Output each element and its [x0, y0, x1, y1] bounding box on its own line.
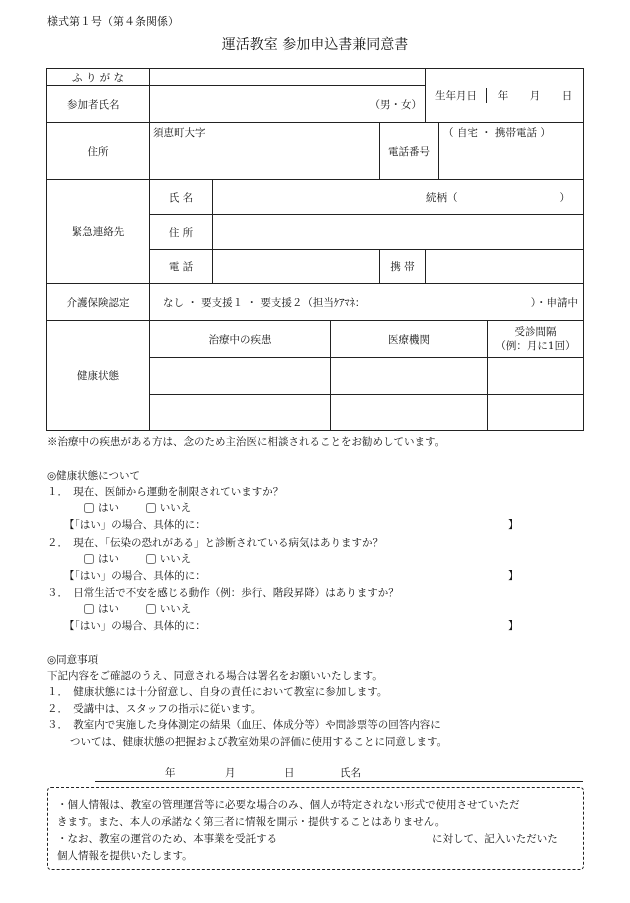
- consent-intro: 下記内容をご確認のうえ、同意される場合は署名をお願いいたします。: [47, 670, 383, 682]
- gender-choice[interactable]: （男・女）: [369, 98, 422, 111]
- col-hospital-header: 医療機関: [331, 321, 488, 358]
- privacy-line-3: ・なお、教室の運営のため、本事業を受託する: [57, 833, 278, 845]
- doctor-note: ※治療中の疾患がある方は、念のため主治医に相談されることをお勧めしています。: [47, 436, 446, 448]
- participant-name-label: 参加者氏名: [47, 86, 150, 123]
- question-2: ２． 現在、「伝染の恐れがある」と診断されている病気はありますか？: [47, 537, 383, 549]
- care-options-text: なし ・ 要支援１ ・ 要支援２（担当ｹｱﾏﾈ：: [163, 296, 366, 309]
- q1-options: [84, 500, 191, 515]
- phone-field[interactable]: [439, 123, 583, 179]
- q3-no-checkbox[interactable]: [146, 604, 156, 614]
- q1-detail-close: 】: [508, 519, 519, 531]
- q2-yes: はい: [98, 553, 119, 565]
- privacy-line-2: きます。また、本人の承諾なく第三者に情報を開示・提供することはありません。: [57, 816, 446, 828]
- interval-field-2[interactable]: [488, 395, 584, 431]
- emergency-address-field[interactable]: [213, 215, 584, 250]
- privacy-line-4: 個人情報を提供いたします。: [57, 850, 193, 862]
- consent-item-3-cont: ついては、健康状態の把握および教室効果の評価に使用することに同意します。: [70, 736, 448, 748]
- q3-no: いいえ: [159, 603, 192, 615]
- emergency-mobile-field[interactable]: [426, 250, 584, 284]
- q2-no-checkbox[interactable]: [146, 554, 156, 564]
- furigana-field[interactable]: [150, 69, 426, 86]
- q3-detail: 【「はい」の場合、具体的に：: [64, 620, 206, 632]
- health-heading: ◎健康状態について: [47, 470, 140, 482]
- health-status-label: 健康状態: [47, 321, 150, 431]
- privacy-line-3b: に対して、記入いただいた: [432, 833, 558, 845]
- q2-detail-close: 】: [508, 570, 519, 582]
- consent-item-3: ３． 教室内で実施した身体測定の結果（血圧、体成分等）や問診票等の回答内容に: [47, 719, 441, 731]
- sign-name-label: 氏名: [340, 767, 361, 779]
- sign-day: 日: [284, 767, 295, 779]
- phone-label: 電話番号: [380, 123, 439, 179]
- birth-year: 年: [497, 90, 509, 102]
- application-table: [46, 68, 584, 431]
- birth-day: 日: [561, 90, 573, 102]
- emergency-contact-label: 緊急連絡先: [47, 180, 150, 284]
- q1-yes: はい: [98, 502, 119, 514]
- relation-label: 続柄（: [426, 191, 458, 204]
- address-label: 住所: [47, 123, 150, 180]
- q1-no-checkbox[interactable]: [146, 503, 156, 513]
- consent-heading: ◎同意事項: [47, 654, 99, 666]
- emergency-phone-label: 電 話: [150, 250, 213, 284]
- consent-item-1: １． 健康状態には十分留意し、自身の責任において教室に参加します。: [47, 686, 388, 698]
- sign-year: 年: [165, 767, 176, 779]
- address-field[interactable]: [150, 123, 380, 180]
- disease-field-1[interactable]: [150, 358, 331, 395]
- q2-yes-checkbox[interactable]: [84, 554, 94, 564]
- sign-month: 月: [225, 767, 236, 779]
- q1-yes-checkbox[interactable]: [84, 503, 94, 513]
- participant-name-field[interactable]: [150, 86, 426, 123]
- interval-label: 受診間隔: [514, 326, 557, 338]
- q2-detail: 【「はい」の場合、具体的に：: [64, 570, 206, 582]
- q1-no: いいえ: [159, 502, 192, 514]
- q1-detail: 【「はい」の場合、具体的に：: [64, 519, 206, 531]
- q2-options: [84, 551, 191, 566]
- form-number: 様式第１号（第４条関係）: [47, 15, 179, 28]
- col-disease-header: 治療中の疾患: [150, 321, 331, 358]
- birth-month: 月: [529, 90, 541, 102]
- emergency-address-label: 住 所: [150, 215, 213, 250]
- q3-detail-close: 】: [508, 620, 519, 632]
- privacy-line-1: ・個人情報は、教室の管理運営等に必要な場合のみ、個人が特定されない形式で使用させていただ: [57, 799, 520, 811]
- birthdate-label: 生年月日: [426, 88, 487, 103]
- emergency-name-label: 氏 名: [150, 180, 213, 215]
- consent-item-2: ２． 受講中は、スタッフの指示に従います。: [47, 703, 262, 715]
- birthdate-cell: [426, 69, 584, 123]
- q2-no: いいえ: [159, 553, 192, 565]
- emergency-mobile-label: 携 帯: [380, 250, 426, 284]
- hospital-field-1[interactable]: [331, 358, 488, 395]
- phone-type: （ 自宅 ・ 携帯電話 ）: [443, 127, 551, 139]
- question-3: ３． 日常生活で不安を感じる動作（例：歩行、階段昇降）はありますか？: [47, 587, 399, 599]
- hospital-field-2[interactable]: [331, 395, 488, 431]
- address-prefix: 須恵町大字: [153, 127, 206, 139]
- emergency-phone-field[interactable]: [213, 250, 380, 284]
- q3-yes: はい: [98, 603, 119, 615]
- emergency-name-field[interactable]: [213, 180, 584, 215]
- q3-yes-checkbox[interactable]: [84, 604, 94, 614]
- document-title: 運活教室 参加申込書兼同意書: [221, 37, 409, 53]
- relation-close: ）: [559, 191, 571, 204]
- furigana-label: ふ り が な: [47, 69, 150, 86]
- q3-options: [84, 601, 191, 616]
- care-insurance-label: 介護保険認定: [47, 284, 150, 321]
- signature-line[interactable]: [95, 781, 583, 782]
- interval-field-1[interactable]: [488, 358, 584, 395]
- question-1: １． 現在、医師から運動を制限されていますか？: [47, 486, 284, 498]
- phone-cell: [380, 123, 584, 180]
- disease-field-2[interactable]: [150, 395, 331, 431]
- interval-example: （例：月に1回）: [495, 340, 576, 352]
- birthdate-field[interactable]: [487, 88, 583, 103]
- care-insurance-options[interactable]: [150, 284, 584, 321]
- care-options-tail: ）・申請中: [530, 296, 579, 309]
- col-interval-header: [488, 321, 584, 358]
